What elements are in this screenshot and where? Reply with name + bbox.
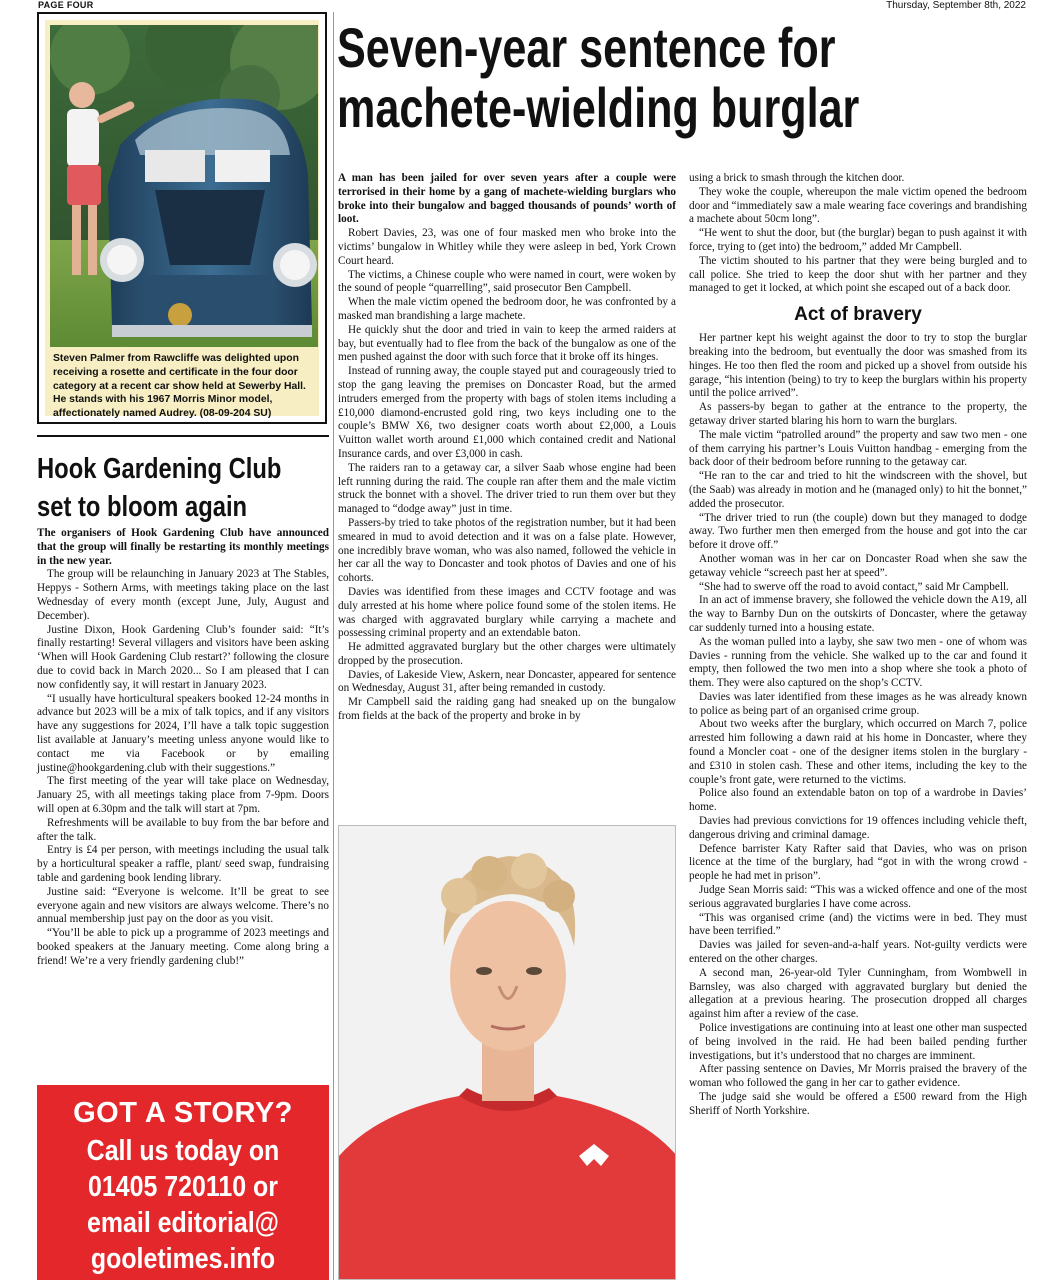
ad-website: gooletimes.info bbox=[90, 1243, 276, 1275]
car-show-photo bbox=[50, 25, 318, 347]
article-paragraph: After passing sentence on Davies, Mr Morris praised the bravery of the woman who followed the gang in her car to gather evidence. bbox=[689, 1063, 1027, 1090]
article-paragraph: Police investigations are continuing into at least one other man suspected of being involved in the raid. He had been bailed pending further investigations, but it’s understood that no charges are imminent. bbox=[689, 1022, 1027, 1062]
gardening-headline bbox=[37, 450, 282, 526]
article-paragraph: Davies was identified from these images and CCTV footage and was duly arrested at his home where police found some of the stolen items. He was charged with aggravated burglary while carrying a machete and possessing criminal property and an extendable baton. bbox=[338, 585, 676, 640]
article-paragraph: The first meeting of the year will take place on Wednesday, January 25, with all meetings taking place from 7-9pm. Doors will open at 6.30pm and the talk will start at 7pm. bbox=[37, 775, 329, 815]
section-divider bbox=[37, 435, 329, 437]
article-paragraph: “She had to swerve off the road to avoid contact,” said Mr Campbell. bbox=[699, 580, 1009, 593]
article-paragraph: As the woman pulled into a layby, she saw two men - one of whom was Davies - running from the vehicle. She walked up to the car and found it empty, then followed the two men into a shop where she took a photo of them. They were also captured on the shop’s CCTV. bbox=[689, 635, 1027, 690]
article-paragraph: A second man, 26-year-old Tyler Cunningham, from Wombwell in Barnsley, was also charged with aggravated burglary but denied the allegation at a previous hearing. The prosecution dropped all charges against him after a review of the case. bbox=[689, 966, 1027, 1021]
article-paragraph: As passers-by began to gather at the entrance to the property, the getaway driver started blaring his horn to warn the burglars. bbox=[689, 401, 1027, 427]
ad-phone: 01405 720110 or bbox=[87, 1171, 279, 1203]
gardening-article bbox=[37, 527, 329, 969]
article-subhead: Act of bravery bbox=[794, 304, 922, 326]
article-paragraph: The raiders ran to a getaway car, a silver Saab whose engine had been left running during the raid. The couple ran after them and the male victim struck the bonnet with a shovel. The driver tried to run them over but they managed to “dodge away” just in time. bbox=[338, 461, 676, 516]
article-paragraph: About two weeks after the burglary, which occurred on March 7, police arrested him following a dawn raid at his home in Doncaster, where they found a Moncler coat - one of the designer items stolen in the burglary - and £310 in stolen cash. These and other items, including the key to the couple’s front gate, were returned to the victims. bbox=[689, 718, 1027, 786]
article-paragraph: Instead of running away, the couple stayed put and courageously tried to stop the gang leaving the premises on Doncaster Road, but the armed intruders emerged from the property with bags of stolen items including a £10,000 diamond-encrusted gold ring, two keys including one to the couple’s BMW X6, two designer coats worth about £2,000, a Louis Vuitton wallet worth around £1,000 which contained credit and National Insurance cards, and over £3,000 in cash. bbox=[338, 365, 676, 460]
article-paragraph: Justine Dixon, Hook Gardening Club’s founder said: “It’s finally restarting! Several villagers and visitors have been asking ‘When will Hook Gardening Club restart?’ following the closure due to covid back in March 2020... So I am pleased that I can now confidently say, it will restart in January 2023. bbox=[37, 623, 329, 691]
defendant-mugshot bbox=[338, 825, 676, 1280]
photo-caption: Steven Palmer from Rawcliffe was delighted upon receiving a rosette and certificate in the four door category at a recent car show held at Sewerby Hall. He stands with his 1967 Morris Minor model, affectionately named Audrey. (08-09-204 SU) bbox=[53, 353, 306, 420]
article-paragraph: The male victim “patrolled around” the property and saw two men - one of them carrying his partner’s Louis Vuitton handbag - emerging from the back door of their bedroom before running to the getaway car. bbox=[689, 428, 1027, 469]
article-paragraph: “I usually have horticultural speakers booked 12-24 months in advance but 2023 will be a mix of talk topics, and if any visitors have any suggestions for 2024, I’ll have a talk topic suggestion list available at January’s meeting unless anyone would like to contact me via Facebook or by emailing justine@hookgardening.club with their suggestions.” bbox=[37, 692, 329, 774]
article-paragraph: The judge said she would be offered a £500 reward from the High Sheriff of North Yorkshire. bbox=[689, 1091, 1027, 1117]
article-paragraph: The victim shouted to his partner that they were being burgled and to call police. She tried to keep the door shut with her partner and they managed to get it locked, at which point she escaped out of a back door. bbox=[689, 254, 1027, 295]
got-a-story-ad bbox=[37, 1085, 329, 1280]
article-paragraph: In an act of immense bravery, she followed the vehicle down the A19, all the way to Barnby Dun on the outskirts of Doncaster, where the getaway car suddenly turned into a housing estate. bbox=[689, 594, 1027, 634]
article-paragraph: Mr Campbell said the raiding gang had sneaked up on the bungalow from fields at the back of the property and broke in by bbox=[338, 696, 676, 723]
page-label: PAGE FOUR bbox=[38, 0, 94, 10]
article-paragraph: “He ran to the car and tried to hit the windscreen with the shovel, but (the Saab) was already in motion and he (managed only) to hit the bonnet,” added the prosecutor. bbox=[689, 470, 1027, 510]
main-article-col2 bbox=[689, 172, 1027, 1119]
article-paragraph: The victims, a Chinese couple who were named in court, were woken by the sound of people “quarrelling”, said prosecutor Ben Campbell. bbox=[338, 268, 676, 295]
article-paragraph: Defence barrister Katy Rafter said that Davies, who was on prison licence at the time of the burglary, had “got in with the wrong crowd - people he had met in prison”. bbox=[689, 842, 1027, 883]
article-paragraph: “He went to shut the door, but (the burglar) began to push against it with force, trying to (get into) the bedroom,” added Mr Campbell. bbox=[689, 227, 1027, 253]
article-paragraph: Robert Davies, 23, was one of four masked men who broke into the victims’ bungalow in Whitley while they were asleep in bed, York Crown Court heard. bbox=[338, 227, 676, 267]
article-paragraph: “This was organised crime (and) the victims were in bed. They must have been terrified.” bbox=[689, 911, 1027, 938]
article-paragraph: using a brick to smash through the kitchen door. bbox=[689, 172, 905, 184]
article-paragraph: Her partner kept his weight against the door to try to stop the burglar breaking into the bedroom, but eventually the door was smashed from its hinges. He too then fled the room and picked up a shovel from outside his garage, “his intention (being) to try to keep the burglars within his property until the police arrived”. bbox=[689, 332, 1027, 400]
article-paragraph: Another woman was in her car on Doncaster Road when she saw the getaway vehicle “screech past her at speed”. bbox=[689, 552, 1027, 579]
article-paragraph: The group will be relaunching in January 2023 at The Stables, Heppys - Sothern Arms, with meetings taking place on the last Wednesday of every month (except June, July, August and December). bbox=[37, 568, 329, 622]
article-paragraph: Davies was later identified from these images as he was already known to police as being part of an organised crime group. bbox=[689, 690, 1027, 717]
main-article-col1 bbox=[338, 172, 676, 724]
article-paragraph: Davies had previous convictions for 19 offences including vehicle theft, dangerous driving and criminal damage. bbox=[689, 815, 1027, 841]
article-paragraph: He quickly shut the door and tried in vain to keep the armed raiders at bay, but eventually had to flee from the back of the bungalow as one of the men pushed against the door with such force that it broke off its hinges. bbox=[338, 323, 676, 364]
article-paragraph: They woke the couple, whereupon the male victim opened the bedroom door and “immediately saw a male wearing face coverings and brandishing a machete about 50cm long”. bbox=[689, 185, 1027, 226]
article-paragraph: “You’ll be able to pick up a programme of 2023 meetings and booked speakers at the January meeting. Come along bring a friend! We’re a very friendly gardening club!” bbox=[37, 927, 329, 967]
article-paragraph: Passers-by tried to take photos of the registration number, but it had been smeared in mud to avoid detection and it was on a false plate. However, one incredibly brave woman, who was also named, followed the vehicle in her car all the way to Doncaster and took photos of Davies and one of his cohorts. bbox=[338, 516, 676, 585]
ad-title: GOT A STORY? bbox=[73, 1097, 293, 1129]
gardening-headline-line1: Hook Gardening Club bbox=[37, 453, 282, 485]
gardening-headline-line2: set to bloom again bbox=[37, 491, 248, 523]
main-headline-line1: Seven-year sentence for bbox=[337, 16, 836, 79]
column-divider bbox=[333, 12, 334, 1280]
article-paragraph: Police also found an extendable baton on top of a wardrobe in Davies’ home. bbox=[689, 787, 1027, 814]
photo-panel bbox=[45, 20, 319, 420]
issue-date: Thursday, September 8th, 2022 bbox=[886, 0, 1026, 11]
article-paragraph: Justine said: “Everyone is welcome. It’ll be great to see everyone again and new visitors are always welcome. There’s no annual membership just pay on the door as you visit. bbox=[37, 885, 329, 926]
article-paragraph: Entry is £4 per person, with meetings including the usual talk by a horticultural speaker a raffle, plant/ seed swap, fundraising table and gardening book lending library. bbox=[37, 844, 329, 884]
ad-line: Call us today on bbox=[86, 1135, 280, 1167]
article-paragraph: Davies, of Lakeside View, Askern, near Doncaster, appeared for sentence on Wednesday, August 31, after being remanded in custody. bbox=[338, 668, 676, 695]
main-headline bbox=[337, 18, 953, 138]
article-paragraph: “The driver tried to run (the couple) down but they managed to dodge away. Two further men then emerged from the house and got into the car before it drove off.” bbox=[689, 511, 1027, 552]
article-paragraph: Refreshments will be available to buy from the bar before and after the talk. bbox=[37, 816, 329, 843]
ad-line: email editorial@ bbox=[86, 1207, 280, 1239]
article-paragraph: Judge Sean Morris said: “This was a wicked offence and one of the most serious aggravated burglaries I have come across. bbox=[689, 884, 1027, 910]
article-paragraph: When the male victim opened the bedroom door, he was confronted by a masked man brandishing a large machete. bbox=[338, 296, 676, 322]
car-photo-box bbox=[37, 12, 327, 424]
article-lead: The organisers of Hook Gardening Club have announced that the group will finally be restarting its monthly meetings in the new year. bbox=[37, 527, 329, 567]
article-lead: A man has been jailed for over seven years after a couple were terrorised in their home by a gang of machete-wielding burglars who broke into their bungalow and bagged thousands of pounds’ worth of loot. bbox=[338, 172, 676, 226]
main-headline-line2: machete-wielding burglar bbox=[337, 76, 860, 139]
article-paragraph: He admitted aggravated burglary but the other charges were ultimately dropped by the prosecution. bbox=[338, 641, 676, 667]
article-paragraph: Davies was jailed for seven-and-a-half years. Not-guilty verdicts were entered on the other charges. bbox=[689, 939, 1027, 966]
